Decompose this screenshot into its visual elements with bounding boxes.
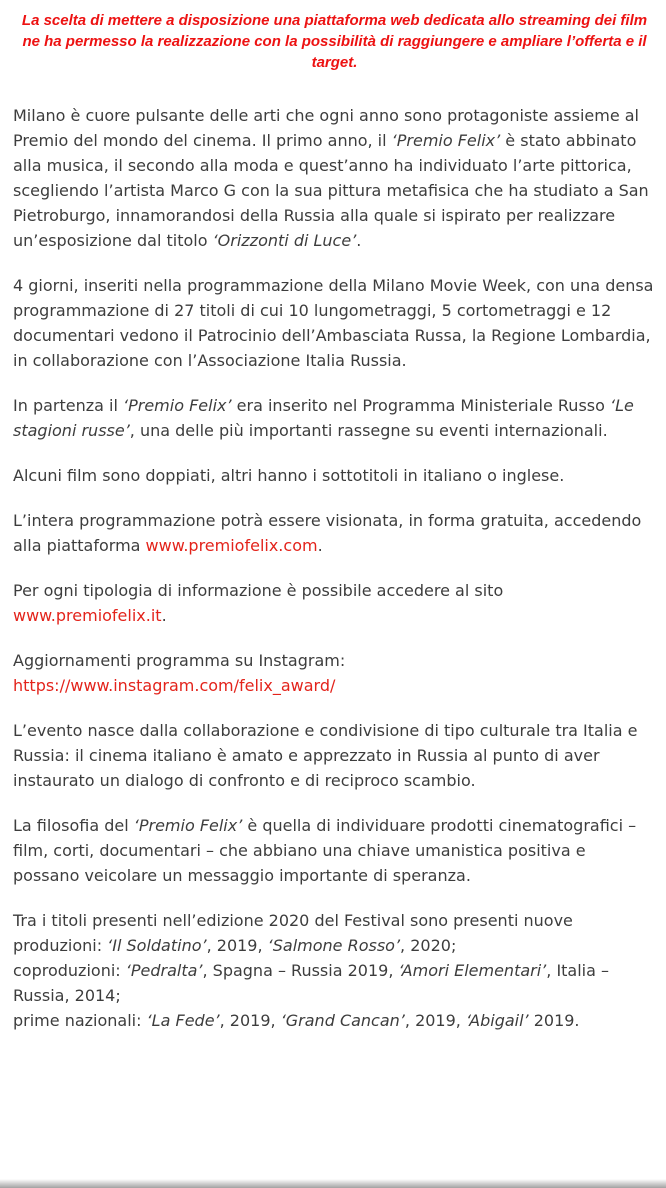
body-text: coproduzioni:: [13, 961, 126, 980]
italic-title-text: ‘Grand Cancan’: [280, 1011, 405, 1030]
text-link[interactable]: www.premiofelix.it: [13, 606, 162, 625]
body-text: è stato abbinato alla musica, il secondo alla moda e quest’anno ha individuato l’arte pittorica, scegliendo l’artista Marco G con la sua pittura metafisica che ha studiato a San Pietroburgo, innamorandosi della Russia alla quale si ispirato per realizzare un’esposizione dal titolo: [13, 131, 649, 250]
paragraph: [13, 648, 656, 698]
body-text: .: [161, 606, 167, 625]
body-text: L’evento nasce dalla collaborazione e condivisione di tipo culturale tra Italia e Russia: il cinema italiano è amato e apprezzato in Russia al punto di aver instaurato un dialogo di confronto e di reciproco scambio.: [13, 721, 638, 790]
body-text: prime nazionali:: [13, 1011, 147, 1030]
italic-title-text: ‘La Fede’: [146, 1011, 220, 1030]
body-text: Alcuni film sono doppiati, altri hanno i sottotitoli in italiano o inglese.: [13, 466, 565, 485]
intro-highlight-text: La scelta di mettere a disposizione una piattaforma web dedicata allo streaming dei film ne ha permesso la realizzazione con la possibilità di raggiungere e ampliare l’offerta e il target.: [21, 12, 648, 71]
paragraph: [13, 718, 656, 793]
body-text: La filosofia del: [13, 816, 134, 835]
body-text: , Spagna – Russia 2019,: [202, 961, 399, 980]
body-text: , 2019,: [219, 1011, 281, 1030]
body-text: Milano è cuore pulsante delle arti che ogni anno sono protagoniste assieme al Premio del mondo del cinema. Il primo anno, il: [13, 106, 639, 150]
article-body: [13, 103, 656, 1033]
paragraph: [13, 578, 656, 628]
body-text: Aggiornamenti programma su Instagram:: [13, 651, 346, 670]
body-text: , 2020;: [400, 936, 457, 955]
paragraph: [13, 463, 656, 488]
italic-title-text: ‘Premio Felix’: [123, 396, 232, 415]
italic-title-text: ‘Pedralta’: [125, 961, 203, 980]
paragraph: [13, 103, 656, 253]
text-link[interactable]: www.premiofelix.com: [145, 536, 318, 555]
italic-title-text: ‘Salmone Rosso’: [267, 936, 401, 955]
body-text: .: [356, 231, 362, 250]
text-link[interactable]: https://www.instagram.com/felix_award/: [13, 676, 336, 695]
italic-title-text: ‘Amori Elementari’: [398, 961, 547, 980]
body-text: In partenza il: [13, 396, 124, 415]
body-text: è quella di individuare prodotti cinematografici – film, corti, documentari – che abbiano una chiave umanistica positiva e possano veicolare un messaggio importante di speranza.: [13, 816, 637, 885]
italic-title-text: ‘Premio Felix’: [391, 131, 501, 150]
body-text: Per ogni tipologia di informazione è possibile accedere al sito: [13, 581, 504, 600]
italic-title-text: ‘Orizzonti di Luce’: [212, 231, 357, 250]
body-text: 4 giorni, inseriti nella programmazione della Milano Movie Week, con una densa programmazione di 27 titoli di cui 10 lungometraggi, 5 cortometraggi e 12 documentari vedono il Patrocinio dell’Ambasciata Russa, la Regione Lombardia, in collaborazione con l’Associazione Italia Russia.: [13, 276, 654, 370]
italic-title-text: ‘Le stagioni russe’: [13, 396, 634, 440]
italic-title-text: ‘Il Soldatino’: [107, 936, 207, 955]
paragraph: [13, 273, 656, 373]
body-text: 2019.: [528, 1011, 580, 1030]
body-text: L’intera programmazione potrà essere visionata, in forma gratuita, accedendo alla piattaforma: [13, 511, 642, 555]
body-text: , una delle più importanti rassegne su eventi internazionali.: [129, 421, 608, 440]
body-text: era inserito nel Programma Ministeriale Russo: [231, 396, 610, 415]
body-text: , 2019,: [206, 936, 268, 955]
body-text: , Italia – Russia, 2014;: [13, 961, 610, 1005]
paragraph: [13, 813, 656, 888]
body-text: Tra i titoli presenti nell’edizione 2020 del Festival sono presenti nuove produzioni:: [13, 911, 573, 955]
page-bottom-edge: [0, 1179, 666, 1188]
italic-title-text: ‘Premio Felix’: [133, 816, 243, 835]
paragraph: [13, 508, 656, 558]
paragraph: [13, 393, 656, 443]
paragraph: [13, 908, 656, 1033]
body-text: .: [317, 536, 323, 555]
italic-title-text: ‘Abigail’: [465, 1011, 529, 1030]
body-text: , 2019,: [404, 1011, 466, 1030]
